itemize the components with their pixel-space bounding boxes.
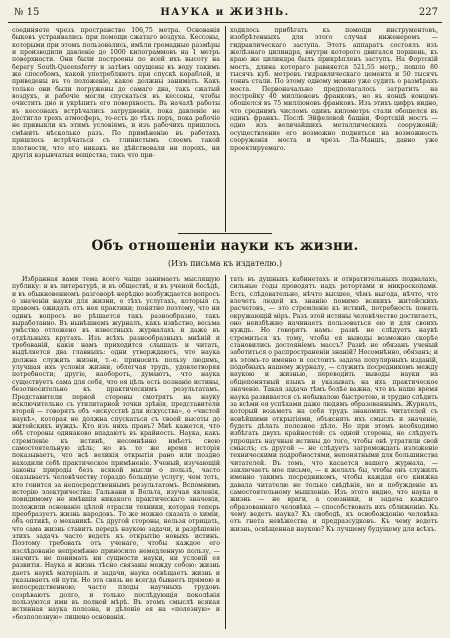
top-left-text: соединяете чрезъ пространство 106,75 метра. Основанія быковъ устраивались при помощи сжатаго воздуха. Кессоны, которыми при этомъ пользовались, имѣли громадные размѣры и производили давленіе до 1000 килограммовъ на 1 метръ поверхности. Они были построены по всей ихъ высоту на берегу South-Queensferry и затѣмъ опущены въ воду такимъ же способомъ, какой употребляютъ при спускѣ кораблей, и приведены въ то положеніе, какое должны занимать. Какъ только они были погружены до самаго дна, такъ сжатый воздухъ, и рабочіе могли спускаться въ кессоны, чтобы очистить дно и укрѣпить его поверхность. Въ началѣ работы въ кессонахъ встрѣчались затрудненія, пока давленіе не достигло трехъ атмосферъ, то-есть до тѣхъ поръ, пока рабочіе не привыкли къ этимъ условіямъ, и изъ рабочихъ пришлось смѣнить нѣсколько разъ. По примѣненію въ работахъ пришлось встрѣчаться съ глинистымъ слоемъ такой плотности, что его никакъ не дѣйствовали ни порохъ, ни другія взрывчатыя вещества, такъ что при- bbox=[12, 27, 220, 159]
page-number: 227 bbox=[418, 7, 438, 18]
top-left-column bbox=[12, 27, 220, 231]
column-divider-article bbox=[225, 275, 226, 629]
column-divider-top bbox=[225, 26, 226, 232]
section-rule bbox=[178, 233, 272, 234]
article-title: Объ отношеніи науки къ жизни. bbox=[91, 238, 359, 254]
article-right-text: тать въ душныхъ кабинетахъ и отвратительныхъ подвалахъ, сильные годы проводятъ надъ ретортами и микроскопами. Есть, слѣдовательно, нѣчто высшее, чѣмъ выгода, нѣчто, что влечетъ людей къ знанію помимо всякихъ житейскихъ расчетовъ, — это стремленіе къ истинѣ, потребность понять окружающій міръ. Разъ этой истины человѣчество достигаетъ, оно неизбѣжно начинаетъ пользоваться ею и для своихъ нуждъ. Но говорятъ намъ: развѣ не слѣдуетъ наукѣ стремиться къ тому, чтобы ея выводы возможно скорѣе становились достояніемъ массъ? Развѣ не обязанъ ученый заботиться о распространеніи знаній? Несомнѣнно, обязанъ; и въ этомъ-то именно и состоитъ задача популярныхъ изданій, подобныхъ нашему журналу, — служить посредникомъ между наукою и жизнью, переводить выводы науки на общепонятный языкъ и указывать на ихъ практическое значеніе. Такая задача тѣмъ болѣе важна, что въ наше время наука развивается съ небывалою быстротою, и трудно слѣдить за всѣми ея успѣхами даже людямъ образованнымъ. Журналъ, который возьметъ на себя трудъ знакомить читателей съ новѣйшими открытіями, объяснять ихъ смыслъ и значеніе, будетъ дѣлать полезное дѣло. Но при этомъ необходимо избѣгать двухъ крайностей: съ одной стороны, не слѣдуетъ упрощать научныя истины до того, чтобы онѣ утратили свой смыслъ; съ другой — не слѣдуетъ загромождать изложеніе техническими подробностями, непонятными для большинства читателей. Въ томъ, что касается вашего журнала, — заключаетъ мое письмо, — я желалъ бы, чтобы онъ служилъ именно такимъ посредникомъ, чтобы каждая его книжка давала читателю не только свѣдѣнія, но и побужденіе къ самостоятельному мышленію. Изъ этого видно, что наука и жизнь — не враги, а союзники, и задача каждаго образованнаго человѣка — способствовать ихъ сближенію. Къ чему ведетъ наука? Къ свободѣ, къ освобожденію человѣка отъ гнета невѣжества и предразсудковъ. Къ чему ведетъ жизнь, освѣщенная наукою? Къ лучшему будущему для всѣхъ. bbox=[230, 276, 438, 533]
issue-number: № 15 bbox=[14, 7, 40, 18]
page bbox=[8, 6, 442, 632]
article-subtitle: (Изъ письма къ издателю.) bbox=[167, 259, 283, 268]
header-rule bbox=[8, 22, 442, 23]
article-left-column bbox=[12, 276, 220, 628]
article-right-column bbox=[230, 276, 438, 628]
article-left-text: Избранная вами тема всего чаще занимаетъ мыслящую публику: и въ литературѣ, и въ обществѣ, и въ ученой бесѣдѣ, и въ обыкновенномъ разговорѣ нерѣдко возбуждается вопросъ о значеніи науки для жизни, о тѣхъ услугахъ, которыя съ правомъ ожидать отъ нея практики; понятно поэтому, что ни одинъ вопросъ не рѣшается такъ разнообразно, такъ выработанно. Въ нынѣшнемъ журналъ, какъ извѣстно, весьма умѣстно отложено въ известныхъ журналахъ и даже въ отдѣльныхъ кругахъ. Изъ всѣхъ разнообразныхъ мнѣній и требованій, какія намъ приходится слышать и читать, выдѣляется два главныхъ: одни утверждаютъ, что наука должна служить жизни, т.-е. приносить пользу людямъ, улучшая ихъ условія жизни, облегчая трудъ, удовлетворяя потребности; другіе, наоборотъ, думаютъ, что наука существуетъ сама для себя, что ея цѣль есть познаніе истины, безотносительно къ практическимъ результатамъ. Представители первой стороны смотрятъ на науку исключительно съ утилитарной точки зрѣнія, представители второй — говорятъ объ «искусствѣ для искусства», о «чистой наукѣ», которая не должна спускаться съ своей высоты до житейскихъ нуждъ. Кто изъ нихъ правъ? Мнѣ кажется, что обѣ стороны одинаково впадаютъ въ крайность. Наука, какъ стремленіе къ истинѣ, несомнѣнно имѣетъ свою самостоятельную цѣль; но въ то же время исторія показываетъ, что всѣ великія открытія рано или поздно находили себѣ практическое примѣненіе. Ученый, изучающій законы природы безъ всякой мысли о пользѣ, часто оказываетъ человѣчеству гораздо большую услугу, чем тотъ, кто гонится за непосредственнымъ результатомъ. Вспомнимъ исторію электричества: Гальвани и Вольта, изучая явленія, повидимому не имѣвшія никакого практическаго значенія, положили основаніе цѣлой отрасли техники, которая теперь преобразуетъ жизнь народовъ. То же можно сказать о химіи, объ оптикѣ, о механикѣ. Съ другой стороны, нельзя отрицать, что сама жизнь ставитъ передъ наукою задачи, и разрѣшеніе этихъ задачъ часто ведетъ къ открытію новыхъ истинъ. Поэтому требовать отъ ученаго, чтобы каждое его изслѣдованіе непремѣнно приносило немедленную пользу, — значитъ не понимать ни сущности науки, ни условій ея развитія. Наука и жизнь тѣсно связаны между собою: жизнь даетъ наукѣ матеріалъ и задачи, наука освѣщаетъ жизнь и указываетъ ей пути. Но эта связь не всегда бываетъ прямою и непосредственною; часто плоды научныхъ трудовъ созрѣваютъ долго, и только послѣдующія поколѣнія пользуются ими въ полной мѣрѣ. Въ этомъ смыслѣ всякая истинная наука полезна, и дѣленіе ея на «полезную» и «безполезную» лишено основанія. bbox=[12, 276, 220, 621]
running-header bbox=[8, 6, 442, 20]
top-right-column bbox=[230, 27, 438, 231]
top-right-text: ходилось прибѣгать къ помощи инструментовъ, изобрѣтенныхъ для этого случая инженеромъ — гидравлическаго заступа. Этотъ аппаратъ состоялъ изъ желѣзнаго цилиндра, внутри которого двигался поршень, къ краю же цилиндра былъ прикрѣпленъ заступъ. На Фортскій мостъ, длина котораго равняется 521,55 метр., пошло 80 тысячъ куб. метровъ гидравлическаго цемента и 50 тысячъ тоннъ стали. По этому одному можно уже судить о размѣрахъ моста. Первоначально предполагалось затратить на постройку 40 милліоновъ франковъ, но въ концѣ концовъ обошелся въ 75 милліоновъ франковъ. Изъ этихъ цифръ видно, что среднимъ числомъ одинъ километръ стали обошелся въ одинъ франкъ. Послѣ Эйфелевой башни, Фортскій мостъ — одно изъ величайшихъ металлическихъ сооруженій; осуществление его возможно подняться на возможность сооруженія моста и чрезъ Ла-Маншъ, давно уже проектируемаго. bbox=[230, 27, 438, 152]
journal-title: НАУКА и ЖИЗНЬ. bbox=[160, 7, 290, 18]
